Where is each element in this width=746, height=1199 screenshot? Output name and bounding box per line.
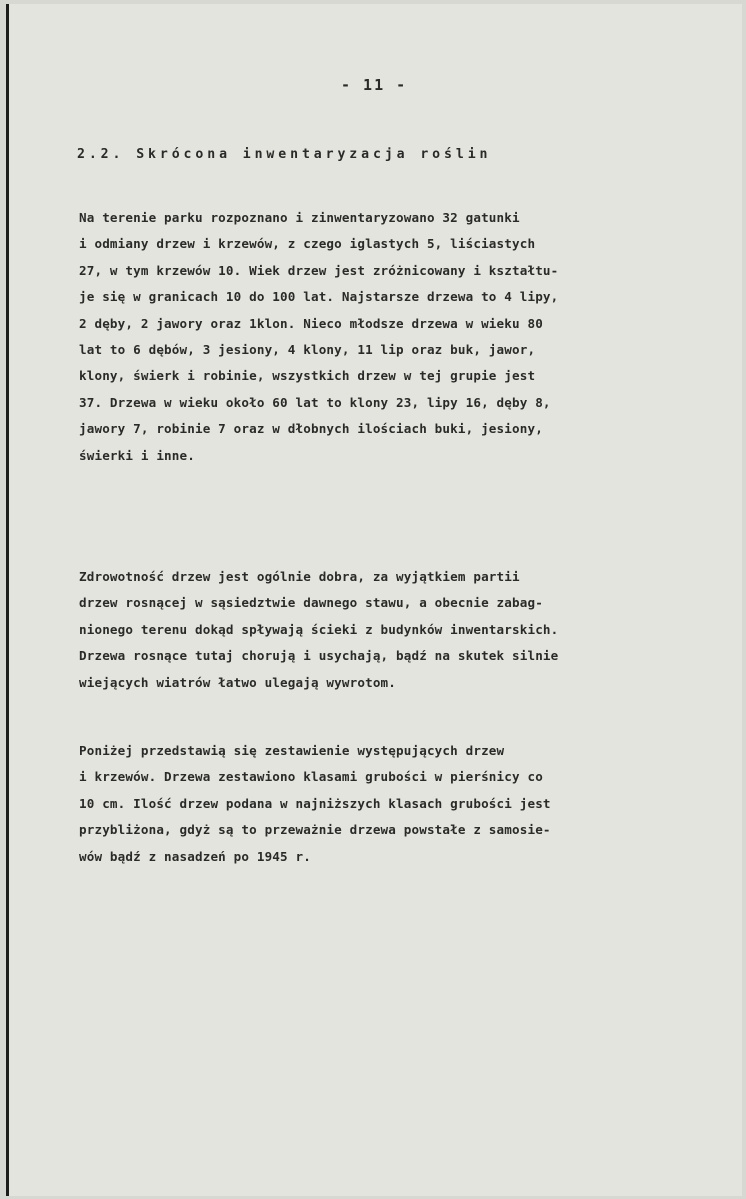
text-line: i krzewów. Drzewa zestawiono klasami grubości w pierśnicy co [79,769,543,785]
text-line: je się w granicach 10 do 100 lat. Najstarsze drzewa to 4 lipy, [79,289,559,305]
paragraph-health [79,564,558,696]
section-heading: 2.2. Skrócona inwentaryzacja roślin [77,147,492,162]
text-line: lat to 6 dębów, 3 jesiony, 4 klony, 11 lip oraz buk, jawor, [79,342,536,358]
text-line: 10 cm. Ilość drzew podana w najniższych klasach grubości jest [79,795,551,811]
paragraph-inventory [79,205,558,469]
text-line: Poniżej przedstawią się zestawienie występujących drzew [79,743,505,758]
text-line: świerki i inne. [79,447,195,463]
paragraph-summary [79,738,551,870]
text-line: wiejących wiatrów łatwo ulegają wywrotom. [79,674,397,690]
text-line: Zdrowotność drzew jest ogólnie dobra, za wyjątkiem partii [79,569,520,584]
text-line: jawory 7, robinie 7 oraz w dłobnych ilościach buki, jesiony, [79,421,543,437]
text-line: 37. Drzewa w wieku około 60 lat to klony 23, lipy 16, dęby 8, [79,394,551,410]
text-line: Na terenie parku rozpoznano i zinwentaryzowano 32 gatunki [79,210,520,225]
text-line: 27, w tym krzewów 10. Wiek drzew jest zróżnicowany i kształtu- [79,262,559,278]
text-line: i odmiany drzew i krzewów, z czego iglastych 5, liściastych [79,236,536,252]
document-page [6,4,742,1196]
text-line: wów bądź z nasadzeń po 1945 r. [79,848,311,864]
text-line: drzew rosnącej w sąsiedztwie dawnego stawu, a obecnie zabag- [79,595,543,611]
text-line: Drzewa rosnące tutaj chorują i usychają, bądź na skutek silnie [79,648,559,664]
text-line: 2 dęby, 2 jawory oraz 1klon. Nieco młodsze drzewa w wieku 80 [79,315,543,331]
text-line: nionego terenu dokąd spływają ścieki z budynków inwentarskich. [79,621,559,637]
page-number: - 11 - [341,76,408,94]
text-line: klony, świerk i robinie, wszystkich drzew w tej grupie jest [79,368,536,384]
text-line: przybliżona, gdyż są to przeważnie drzewa powstałe z samosie- [79,822,551,838]
